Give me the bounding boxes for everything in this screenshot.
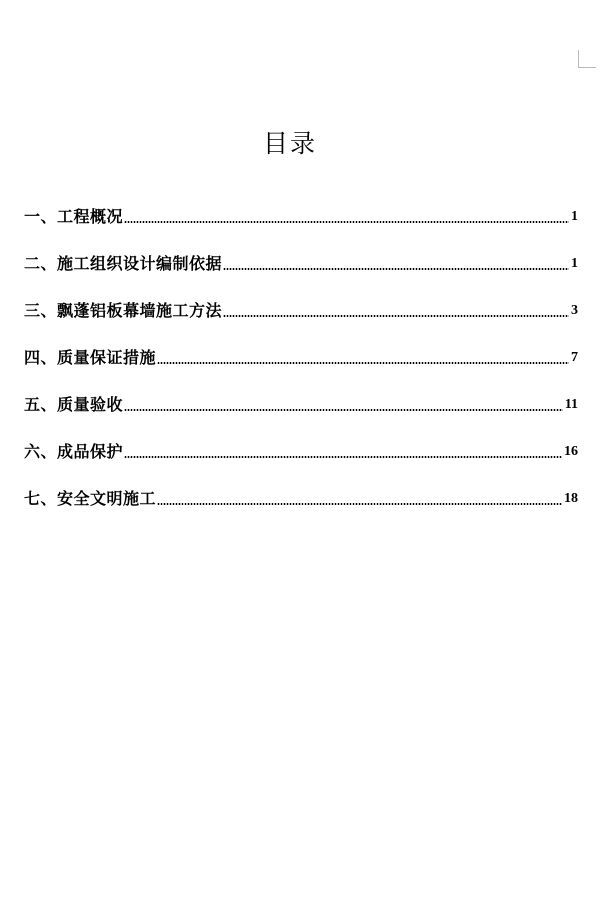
toc-entry[interactable]	[24, 368, 578, 415]
toc-title: 目录	[262, 129, 317, 158]
toc-list	[24, 180, 578, 509]
toc-entry[interactable]	[24, 227, 578, 274]
toc-entry-label: 七、安全文明施工	[24, 489, 157, 508]
toc-dot-leader	[157, 362, 569, 364]
toc-entry[interactable]	[24, 180, 578, 227]
toc-dot-leader	[124, 221, 569, 223]
page-corner-mark	[578, 50, 596, 68]
toc-entry-page-number: 7	[571, 350, 578, 365]
toc-dot-leader	[223, 268, 569, 270]
toc-entry-label: 三、飘蓬铝板幕墙施工方法	[24, 301, 223, 320]
toc-entry[interactable]	[24, 462, 578, 509]
toc-entry[interactable]	[24, 415, 578, 462]
toc-entry-label: 二、施工组织设计编制依据	[24, 254, 223, 273]
toc-entry[interactable]	[24, 274, 578, 321]
toc-dot-leader	[124, 409, 563, 411]
toc-dot-leader	[157, 503, 562, 505]
toc-entry-label: 一、工程概况	[24, 207, 124, 226]
toc-dot-leader	[223, 315, 569, 317]
toc-dot-leader	[124, 456, 562, 458]
toc-entry-label: 五、质量验收	[24, 395, 124, 414]
toc-entry-page-number: 1	[571, 256, 578, 271]
toc-entry-label: 六、成品保护	[24, 442, 124, 461]
toc-entry-page-number: 1	[571, 209, 578, 224]
toc-entry-page-number: 18	[564, 491, 578, 506]
toc-entry-page-number: 3	[571, 303, 578, 318]
toc-entry[interactable]	[24, 321, 578, 368]
toc-entry-page-number: 16	[564, 444, 578, 459]
toc-entry-label: 四、质量保证措施	[24, 348, 157, 367]
toc-entry-page-number: 11	[564, 397, 578, 412]
